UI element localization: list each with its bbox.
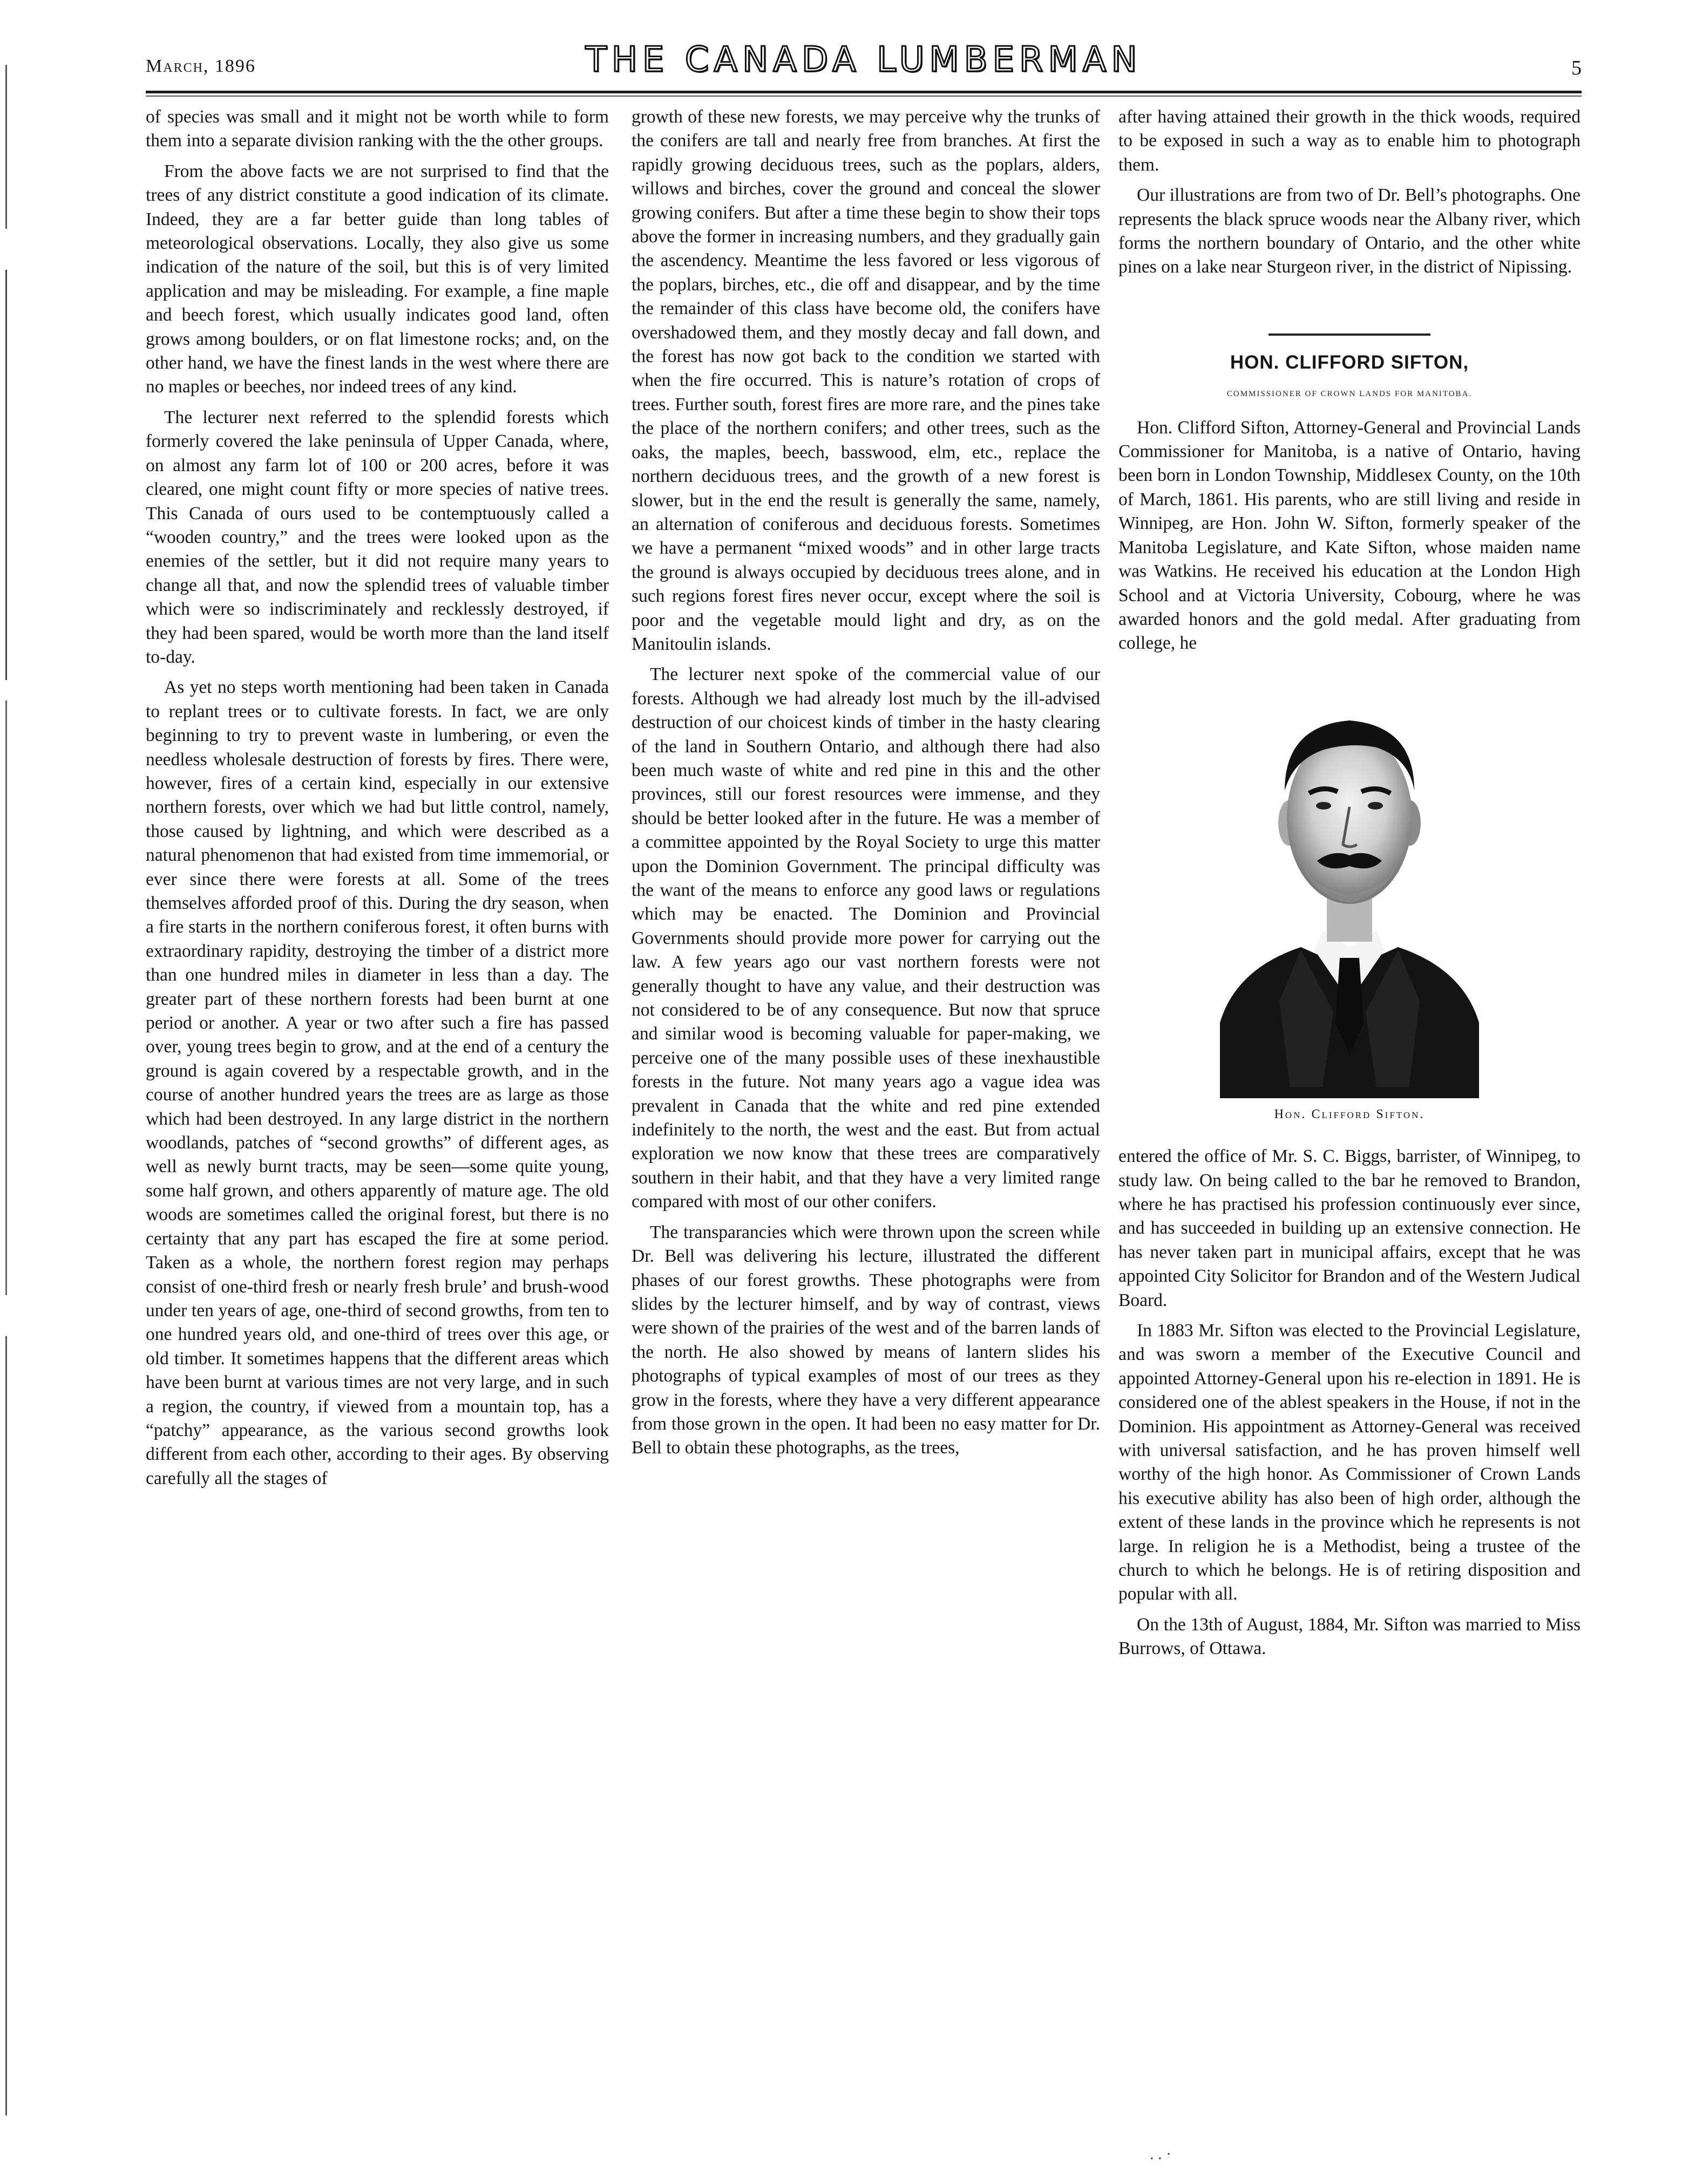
header-rule-thin [146,96,1582,97]
issue-date: March, 1896 [146,56,256,76]
header-rule-thick [146,91,1582,93]
paragraph: entered the office of Mr. S. C. Biggs, barrister, of Winnipeg, to study law. On being called to the bar he removed to Brandon, where he has practised his profession continuously ever since, and has succeeded in building up an extensive connection. He has never taken part in municipal affairs, except that he was appointed City Solicitor for Brandon and of the Western Judical Board. [1118,1146,1581,1310]
article-heading: HON. CLIFFORD SIFTON, [1230,351,1469,373]
paragraph: of species was small and it might not be worth while to form them into a separate division ranking with the the other groups. [146,107,609,151]
masthead-title: THE CANADA LUMBERMAN [585,40,1142,80]
page-number: 5 [1571,57,1582,79]
column-3 [1118,105,1581,1668]
paragraph: Hon. Clifford Sifton, Attorney-General and Provincial Lands Commissioner for Manitoba, is a native of Ontario, having been born in London Township, Middlesex County, on the 10th of March, 1861. His parents, who are still living and reside in Winnipeg, are Hon. John W. Sifton, formerly speaker of the Manitoba Legislature, and Kate Sifton, whose maiden name was Watkins. He received his education at the London High School and at Victoria University, Cobourg, where he was awarded honors and the gold medal. After graduating from college, he [1118,417,1581,654]
column-1 [146,105,609,1497]
print-specks: . . · [1150,2145,1171,2163]
section-divider [1269,334,1430,336]
paragraph: The lecturer next spoke of the commercial value of our forests. Although we had already lost much by the ill-advised destruction of our choicest kinds of timber in the hasty clearing of the land in Southern Ontario, and although there had also been much waste of white and red pine in this and the other provinces, still our forest resources were immense, and they should be better looked after in the future. He was a member of a committee appointed by the Royal Society to urge this matter upon the Dominion Government. The principal difficulty was the want of the means to enforce any good laws or regulations which may be enacted. The Dominion and Provincial Governments should provide more power for carrying out the law. A few years ago our vast northern forests were not generally thought to have any value, and their destruction was not considered to be of any consequence. But now that spruce and similar wood is becoming valuable for paper-making, we perceive one of the many possible uses of these inexhaustible forests in the future. Not many years ago a vague idea was prevalent in Canada that the white and red pine extended indefinitely to the north, the west and the east. But from actual exploration we now know that these trees are comparatively southern in their habit, and that they have a very limited range compared with most of our other conifers. [632,664,1100,1212]
portrait-caption: Hon. Clifford Sifton. [1274,1107,1425,1121]
paragraph: On the 13th of August, 1884, Mr. Sifton was married to Miss Burrows, of Ottawa. [1118,1614,1581,1659]
paragraph: From the above facts we are not surprised to find that the trees of any district constitute a good indication of its climate. Indeed, they are a far better guide than long tables of meteorological observations. Locally, they also give us some indication of the nature of the soil, but this is of very limited application and may be misleading. For example, a fine maple and beech forest, which usually indicates good land, often grows among boulders, or on flat limestone rocks; and, on the other hand, we have the finest lands in the west where there are no maples or beeches, nor indeed trees of any kind. [146,161,609,397]
column-2 [632,105,1100,1467]
paragraph: As yet no steps worth mentioning had been taken in Canada to replant trees or to cultivate forests. In fact, we are only beginning to try to prevent waste in lumbering, or even the needless wholesale destruction of forests by fires. There were, however, fires of a certain kind, especially in our extensive northern forests, over which we had but little control, namely, those caused by lightning, and which were described as a natural phenomenon that had existed from time immemorial, or ever since there were forests at all. Some of the trees themselves afforded proof of this. During the dry season, when a fire starts in the northern coniferous forest, it often burns with extraordinary rapidity, destroying the timber of a district more than one hundred miles in diameter in less than a day. The greater part of these northern forests had been burnt at one period or another. A year or two after such a fire has passed over, young trees begin to grow, and at the end of a century the ground is again covered by a respectable growth, and in the course of another hundred years the trees are as large as those which had been destroyed. In any large district in the northern woodlands, patches of “second growths” of different ages, as well as newly burnt tracts, may be seen—some quite young, some half grown, and others apparently of mature age. The old woods are sometimes called the original forest, but there is no certainty that any part has escaped the fire at some period. Taken as a whole, the northern forest region may perhaps consist of one-third fresh or nearly fresh brule’ and brush-wood under ten years of age, one-third of second growths, from ten to one hundred years old, and one-third of trees over this age, or old timber. It sometimes happens that the different areas which have been burnt at various times are not very large, and in such a region, the country, if viewed from a mountain top, has a “patchy” appearance, as the various second growths look different from each other, according to their ages. By observing carefully all the stages of [146,677,609,1488]
paragraph: after having attained their growth in the thick woods, required to be exposed in such a way as to enable him to photograph them. [1118,107,1581,175]
article-subheading: COMMISSIONER OF CROWN LANDS FOR MANITOBA. [1226,390,1473,399]
scan-edge-line [5,65,7,2115]
page-header [146,37,1582,85]
paragraph: In 1883 Mr. Sifton was elected to the Provincial Legislature, and was sworn a member of the Executive Council and appointed Attorney-General upon his re-election in 1891. He is considered one of the ablest speakers in the House, if not in the Dominion. His appointment as Attorney-General was received with universal satisfaction, and he has proven himself well worthy of the high honor. As Commissioner of Crown Lands his executive ability has also been of high order, although the extent of these lands in the province which he represents is not large. In religion he is a Methodist, being a trustee of the church to which he belongs. He is of retiring disposition and popular with all. [1118,1320,1581,1604]
paragraph: growth of these new forests, we may perceive why the trunks of the conifers are tall and nearly free from branches. At first the rapidly growing deciduous trees, such as the poplars, alders, willows and birches, cover the ground and conceal the slower growing conifers. But after a time these begin to show their tops above the former in increasing numbers, and they gradually gain the ascendency. Meantime the less favored or less vigorous of the poplars, birches, etc., die off and disappear, and by the time the remainder of this class have become old, the conifers have overshadowed them, and they mostly decay and fall down, and the forest has now got back to the condition we started with when the fire occurred. This is nature’s rotation of crops of trees. Further south, forest fires are more rare, and the pines take the place of the northern conifers; and other trees, such as the oaks, the maples, beech, basswood, elm, etc., replace the northern deciduous trees, and the growth of a new forest is slower, but in the end the result is generally the same, namely, an alternation of coniferous and deciduous forests. Sometimes we have a permanent “mixed woods” and in other large tracts the ground is always occupied by deciduous trees alone, and in such regions forest fires never occur, except where the soil is poor and the vegetable mould light and dry, as on the Manitoulin islands. [632,107,1100,654]
paragraph: The lecturer next referred to the splendid forests which formerly covered the lake peninsula of Upper Canada, where, on almost any farm lot of 100 or 200 acres, before it was cleared, one might count fifty or more species of native trees. This Canada of ours used to be contemptuously called a “wooden country,” and the trees were looked upon as the enemies of the settler, but it did not require many years to change all that, and now the splendid trees of valuable timber which were so indiscriminately and recklessly destroyed, if they had been spared, would be worth more than the land itself to-day. [146,407,609,667]
paragraph: Our illustrations are from two of Dr. Bell’s photographs. One represents the black spruce woods near the Albany river, which forms the northern boundary of Ontario, and the other white pines on a lake near Sturgeon river, in the district of Nipissing. [1118,185,1581,277]
portrait-image [1198,677,1501,1098]
paragraph: The transparancies which were thrown upon the screen while Dr. Bell was delivering his lecture, illustrated the different phases of our forest growths. These photographs were from slides by the lecturer himself, and by way of contrast, views were shown of the prairies of the west and of the barren lands of the north. He also showed by means of lantern slides his photographs of typical examples of most of our trees as they grow in the forests, where they have a very different appearance from those grown in the open. It had been no easy matter for Dr. Bell to obtain these photographs, as the trees, [632,1222,1100,1458]
